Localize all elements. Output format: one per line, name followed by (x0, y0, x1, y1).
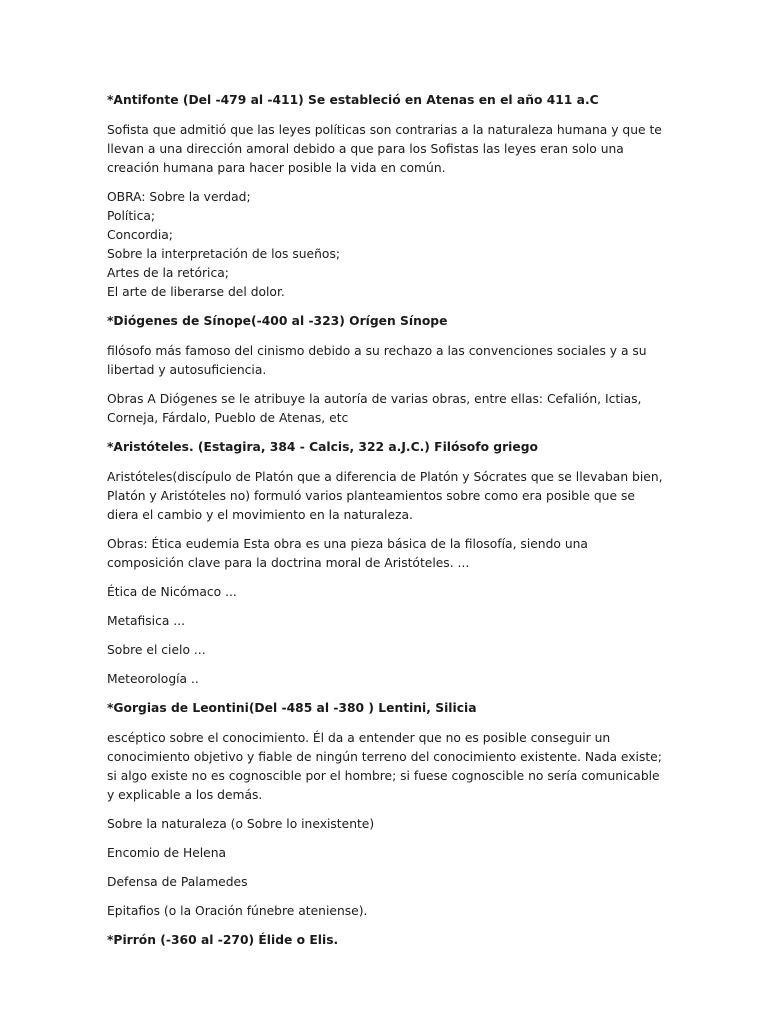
works-line: Concordia; (107, 228, 173, 242)
works-item: Sobre la naturaleza (o Sobre lo inexistente) (107, 817, 375, 831)
works-list-antifonte (107, 188, 668, 302)
works-line: OBRA: Sobre la verdad; (107, 190, 251, 204)
works-line: El arte de liberarse del dolor. (107, 285, 285, 299)
works-line: Política; (107, 209, 156, 223)
section-paragraph-antifonte: Sofista que admitió que las leyes políticas son contrarias a la naturaleza humana y que te llevan a una dirección amoral debido a que para los Sofistas las leyes eran solo una creación humana para hacer posible la vida en común. (107, 123, 662, 175)
section-heading-pirron: *Pirrón (-360 al -270) Élide o Elis. (107, 933, 339, 947)
works-item: Ética de Nicómaco ... (107, 585, 237, 599)
section-heading-gorgias: *Gorgias de Leontini(Del -485 al -380 ) Lentini, Silicia (107, 701, 477, 715)
section-paragraph-aristoteles: Aristóteles(discípulo de Platón que a diferencia de Platón y Sócrates que se llevaban bien, Platón y Aristóteles no) formuló varios planteamientos sobre como era posible que se diera el cambio y el movimiento en la naturaleza. (107, 470, 663, 522)
works-item: Defensa de Palamedes (107, 875, 248, 889)
works-item: Meteorología .. (107, 672, 199, 686)
section-heading-antifonte: *Antifonte (Del -479 al -411) Se estableció en Atenas en el año 411 a.C (107, 93, 599, 107)
section-heading-diogenes: *Diógenes de Sínope(-400 al -323) Orígen Sínope (107, 314, 448, 328)
works-item: Metafisica ... (107, 614, 186, 628)
works-item: Encomio de Helena (107, 846, 227, 860)
works-paragraph-diogenes: Obras A Diógenes se le atribuye la autoría de varias obras, entre ellas: Cefalión, Ictias, Corneja, Fárdalo, Pueblo de Atenas, etc (107, 392, 642, 425)
works-item: Sobre el cielo ... (107, 643, 206, 657)
works-line: Sobre la interpretación de los sueños; (107, 247, 340, 261)
works-paragraph-aristoteles: Obras: Ética eudemia Esta obra es una pieza básica de la filosofía, siendo una composición clave para la doctrina moral de Aristóteles. ... (107, 537, 588, 570)
section-paragraph-gorgias: escéptico sobre el conocimiento. Él da a entender que no es posible conseguir un conocimiento objetivo y fiable de ningún terreno del conocimiento existente. Nada existe; si algo existe no es cognoscible por el hombre; si fuese cognoscible no sería comunicable y explicable a los demás. (107, 731, 662, 802)
section-heading-aristoteles: *Aristóteles. (Estagira, 384 - Calcis, 322 a.J.C.) Filósofo griego (107, 440, 538, 454)
works-line: Artes de la retórica; (107, 266, 229, 280)
works-item: Epitafios (o la Oración fúnebre ateniense). (107, 904, 368, 918)
section-paragraph-diogenes: filósofo más famoso del cinismo debido a su rechazo a las convenciones sociales y a su libertad y autosuficiencia. (107, 344, 647, 377)
